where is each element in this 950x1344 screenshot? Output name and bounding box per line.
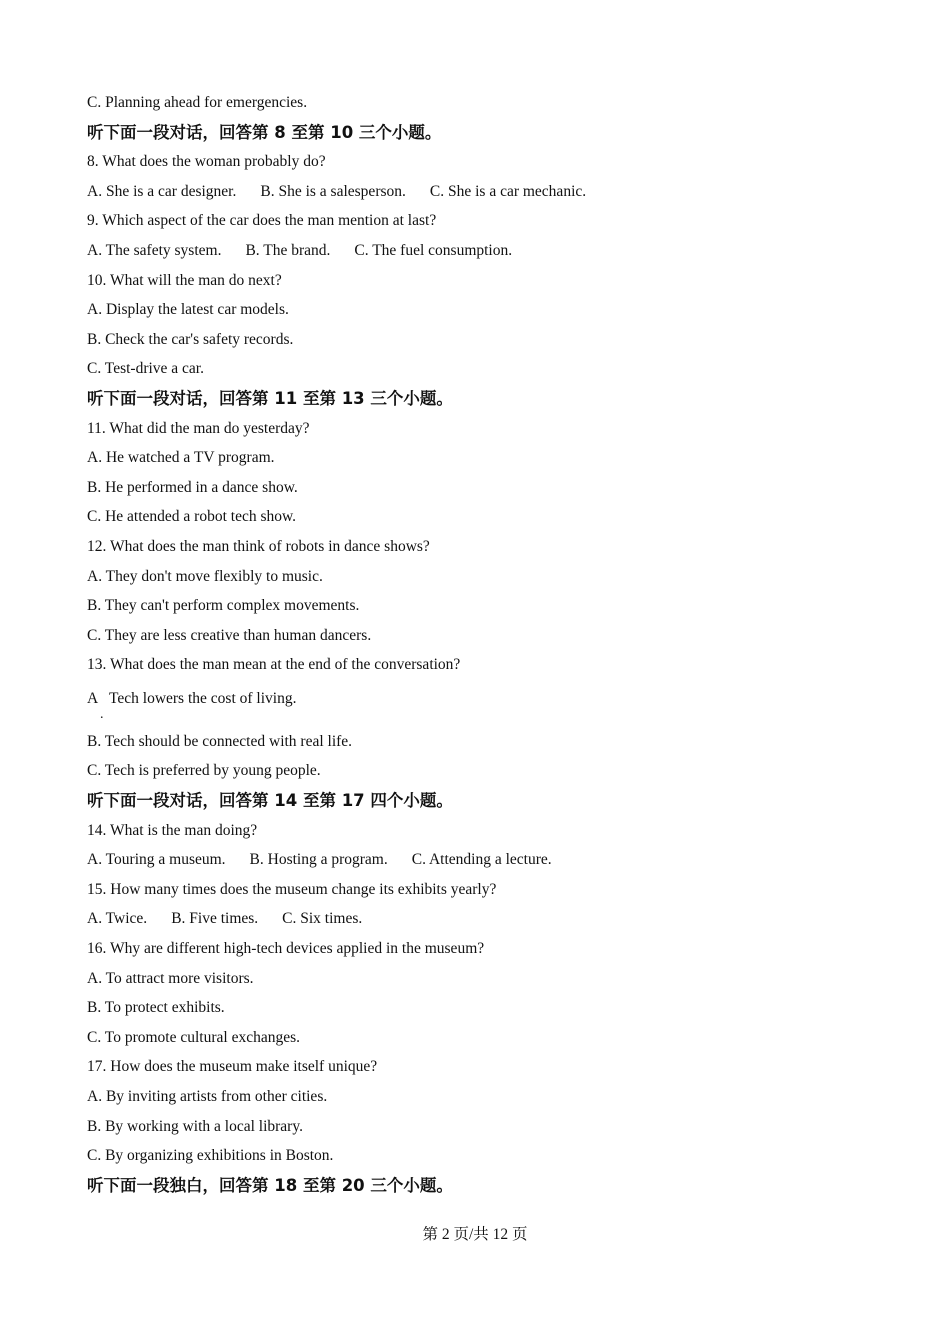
option-text: Tech lowers the cost of living. <box>109 689 297 707</box>
question-text: 17. How does the museum make itself unique? <box>87 1058 378 1076</box>
answer-option: C. He attended a robot tech show. <box>87 508 297 526</box>
section-heading: 听下面一段独白，回答第 18 至第 20 三个小题。 <box>87 1175 453 1195</box>
answer-options-row <box>87 845 887 875</box>
answer-option: B. Hosting a program. <box>249 851 388 869</box>
answer-option: B. They can't perform complex movements. <box>87 597 360 615</box>
section-heading: 听下面一段对话，回答第 14 至第 17 四个小题。 <box>87 791 453 811</box>
answer-options-row <box>87 904 887 934</box>
answer-option: B. By working with a local library. <box>87 1117 303 1135</box>
option-letter: A <box>87 689 99 707</box>
answer-option: B. To protect exhibits. <box>87 999 225 1017</box>
answer-option: C. Test-drive a car. <box>87 360 204 378</box>
answer-option: A. He watched a TV program. <box>87 449 275 467</box>
option-dot: . <box>100 706 104 722</box>
answer-option: A. To attract more visitors. <box>87 969 254 987</box>
answer-option: A. Twice. <box>87 910 148 928</box>
answer-option: C. By organizing exhibitions in Boston. <box>87 1147 334 1165</box>
answer-option: C. Attending a lecture. <box>411 851 552 869</box>
answer-option: C. To promote cultural exchanges. <box>87 1028 300 1046</box>
question-text: 15. How many times does the museum change its exhibits yearly? <box>87 880 497 898</box>
answer-option: C. Planning ahead for emergencies. <box>87 94 308 111</box>
question-text: 9. Which aspect of the car does the man mention at last? <box>87 212 437 230</box>
answer-option: A. The safety system. <box>87 241 222 259</box>
answer-option <box>87 680 887 727</box>
answer-option: A. Display the latest car models. <box>87 301 289 319</box>
answer-option: A. By inviting artists from other cities. <box>87 1088 328 1105</box>
section-heading: 听下面一段对话，回答第 8 至第 10 三个小题。 <box>87 122 442 142</box>
answer-options-row <box>87 177 887 207</box>
answer-option: B. The brand. <box>245 241 331 259</box>
answer-option: C. The fuel consumption. <box>354 241 513 259</box>
question-text: 12. What does the man think of robots in dance shows? <box>87 537 430 555</box>
answer-option: B. Check the car's safety records. <box>87 330 294 348</box>
answer-option: C. Six times. <box>282 910 363 928</box>
answer-option: A. Touring a museum. <box>87 851 226 869</box>
document-page <box>87 88 887 1200</box>
answer-option: B. Five times. <box>171 910 259 928</box>
answer-option: C. She is a car mechanic. <box>429 182 587 200</box>
answer-options-row <box>87 236 887 266</box>
question-text: 10. What will the man do next? <box>87 271 282 289</box>
answer-option: C. Tech is preferred by young people. <box>87 762 321 780</box>
answer-option: C. They are less creative than human dancers. <box>87 626 372 644</box>
question-text: 16. Why are different high-tech devices applied in the museum? <box>87 940 485 958</box>
page-footer: 第 2 页/共 12 页 <box>422 1226 528 1243</box>
answer-option: B. He performed in a dance show. <box>87 478 298 496</box>
question-text: 11. What did the man do yesterday? <box>87 419 310 437</box>
answer-option: A. She is a car designer. <box>87 182 237 200</box>
answer-option: B. Tech should be connected with real life. <box>87 732 353 750</box>
question-text: 13. What does the man mean at the end of the conversation? <box>87 656 461 674</box>
section-heading: 听下面一段对话，回答第 11 至第 13 三个小题。 <box>87 388 453 408</box>
question-text: 14. What is the man doing? <box>87 821 258 839</box>
answer-option: A. They don't move flexibly to music. <box>87 567 323 585</box>
answer-option: B. She is a salesperson. <box>260 182 406 200</box>
question-text: 8. What does the woman probably do? <box>87 153 326 171</box>
